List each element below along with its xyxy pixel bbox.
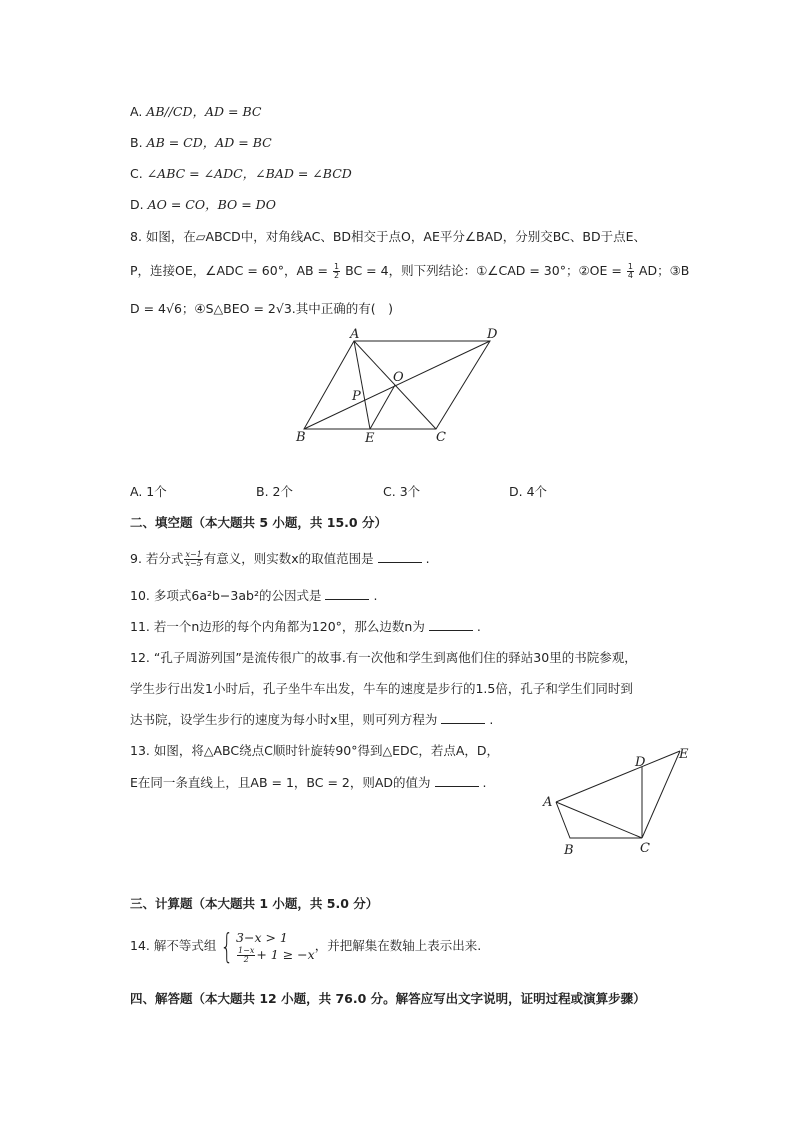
question-text: 如图，在▱ABCD中，对角线AC、BD相交于点O，AE平分∠BAD，分别交BC、BD于点E、 — [145, 229, 646, 244]
answer-blank[interactable] — [435, 774, 479, 787]
question-text: . — [489, 712, 494, 727]
q12-line3 — [130, 711, 493, 729]
question-text: E在同一条直线上，且AB = 1，BC = 2，则AD的值为 — [130, 775, 431, 790]
option-label: C. — [130, 166, 143, 181]
fraction — [237, 947, 255, 964]
question-text: 达书院，设学生步行的速度为每小时x里，则可列方程为 — [130, 712, 438, 727]
q13-line1 — [130, 742, 499, 760]
option-text: AB∕∕CD，AD = BC — [146, 104, 262, 119]
option-text: ∠ABC = ∠ADC，∠BAD = ∠BCD — [146, 166, 352, 181]
q8-option-b — [256, 483, 293, 501]
question-text: 若一个n边形的每个内角都为120°，那么边数n为 — [153, 619, 425, 634]
q7-option-d — [130, 196, 276, 214]
question-number: 10. — [130, 588, 150, 603]
option-label: D. — [130, 197, 144, 212]
question-text: 若分式 — [145, 551, 184, 566]
q12-line2: 学生步行出发1小时后，孔子坐牛车出发，牛车的速度是步行的1.5倍，孔子和学生们同时到 — [130, 681, 633, 696]
segment-ae — [354, 341, 370, 429]
section-heading-calculation: 三、计算题（本大题共 1 小题，共 5.0 分） — [130, 896, 379, 911]
question-text: 如图，将△ABC绕点C顺时针旋转90°得到△EDC，若点A，D， — [153, 743, 500, 758]
fraction-denominator: x−5 — [185, 559, 202, 568]
q13-rotation-diagram — [538, 740, 698, 860]
question-text: . — [482, 775, 487, 790]
question-text: . — [476, 619, 481, 634]
fraction-numerator: 1−x — [238, 946, 255, 955]
answer-blank[interactable] — [441, 711, 485, 724]
q13-line2 — [130, 774, 487, 792]
fraction-numerator: 1 — [627, 262, 633, 271]
question-text: . — [425, 551, 430, 566]
section-heading-solutions: 四、解答题（本大题共 12 小题，共 76.0 分。解答应写出文字说明，证明过程或演算步骤） — [130, 991, 646, 1006]
triangle-abc — [556, 802, 642, 838]
section-heading-fill-in: 二、填空题（本大题共 5 小题，共 15.0 分） — [130, 515, 387, 530]
question-text: BC = 4，则下列结论：①∠CAD = 30°；②OE = — [345, 263, 622, 278]
label-b: B — [296, 430, 306, 445]
q8-option-d — [509, 483, 547, 501]
label-c: C — [640, 841, 650, 856]
diagonal-bd — [304, 341, 490, 429]
option-text: AO = CO，BO = DO — [147, 197, 276, 212]
inequality-1: 3−x > 1 — [236, 930, 288, 945]
q8-parallelogram-diagram — [290, 325, 510, 450]
brace-symbol: { — [220, 926, 234, 967]
question-number: 13. — [130, 743, 150, 758]
fraction-denominator: 2 — [243, 955, 249, 964]
label-o: O — [393, 370, 404, 385]
question-number: 14. — [130, 938, 150, 953]
question-text: “孔子周游列国”是流传很广的故事.有一次他和学生到离他们住的驿站30里的书院参观， — [153, 650, 637, 665]
question-text: P，连接OE，∠ADC = 60°，AB = — [130, 263, 329, 278]
option-label: A. — [130, 104, 143, 119]
question-text: . — [373, 588, 378, 603]
q9 — [130, 550, 430, 568]
option-text: 4个 — [526, 484, 548, 499]
q8-line1 — [130, 228, 646, 246]
fraction-numerator: 1 — [334, 262, 340, 271]
q8-line2 — [130, 262, 689, 280]
question-number: 12. — [130, 650, 150, 665]
q7-option-b — [130, 134, 272, 152]
question-text: 解不等式组 — [153, 938, 217, 953]
question-text: D = 4√6；④S△BEO = 2√3.其中正确的有( ) — [130, 301, 394, 316]
label-d: D — [635, 755, 646, 770]
option-label: A. — [130, 484, 143, 499]
q11 — [130, 618, 481, 636]
inequality-2-rest: + 1 ≥ −x — [256, 947, 315, 962]
label-b: B — [564, 843, 574, 858]
question-text: ，并把解集在数轴上表示出来. — [314, 938, 482, 953]
question-text: 多项式6a²b−3ab²的公因式是 — [153, 588, 322, 603]
q14 — [130, 926, 482, 967]
q8-option-c — [383, 483, 420, 501]
fraction — [333, 263, 340, 280]
inequality-2 — [236, 946, 315, 964]
option-text: 1个 — [146, 484, 167, 499]
label-c: C — [436, 430, 446, 445]
answer-blank[interactable] — [429, 618, 473, 631]
answer-blank[interactable] — [378, 550, 422, 563]
inequality-system — [236, 929, 315, 964]
label-a: A — [543, 795, 553, 810]
label-d: D — [487, 327, 498, 342]
fraction — [184, 551, 202, 568]
q8-option-a — [130, 483, 167, 501]
q8-line3 — [130, 300, 393, 318]
option-text: 3个 — [399, 484, 421, 499]
fraction-numerator: x−1 — [185, 550, 202, 559]
option-text: 2个 — [272, 484, 293, 499]
q7-option-a — [130, 103, 261, 121]
q7-option-c — [130, 165, 352, 183]
option-text: AB = CD，AD = BC — [146, 135, 272, 150]
fraction-denominator: 2 — [334, 271, 340, 280]
label-a: A — [350, 327, 360, 342]
fraction-denominator: 4 — [627, 271, 633, 280]
label-e: E — [365, 431, 375, 446]
q12-line1 — [130, 649, 637, 667]
question-text: AD；③B — [638, 263, 690, 278]
question-number: 9. — [130, 551, 142, 566]
label-p: P — [352, 389, 361, 404]
option-label: D. — [509, 484, 523, 499]
q10 — [130, 587, 377, 605]
option-label: C. — [383, 484, 396, 499]
option-label: B. — [130, 135, 143, 150]
option-label: B. — [256, 484, 269, 499]
question-number: 8. — [130, 229, 142, 244]
fraction — [627, 263, 634, 280]
question-number: 11. — [130, 619, 150, 634]
answer-blank[interactable] — [325, 587, 369, 600]
label-e: E — [679, 747, 689, 762]
question-text: 有意义，则实数x的取值范围是 — [203, 551, 374, 566]
